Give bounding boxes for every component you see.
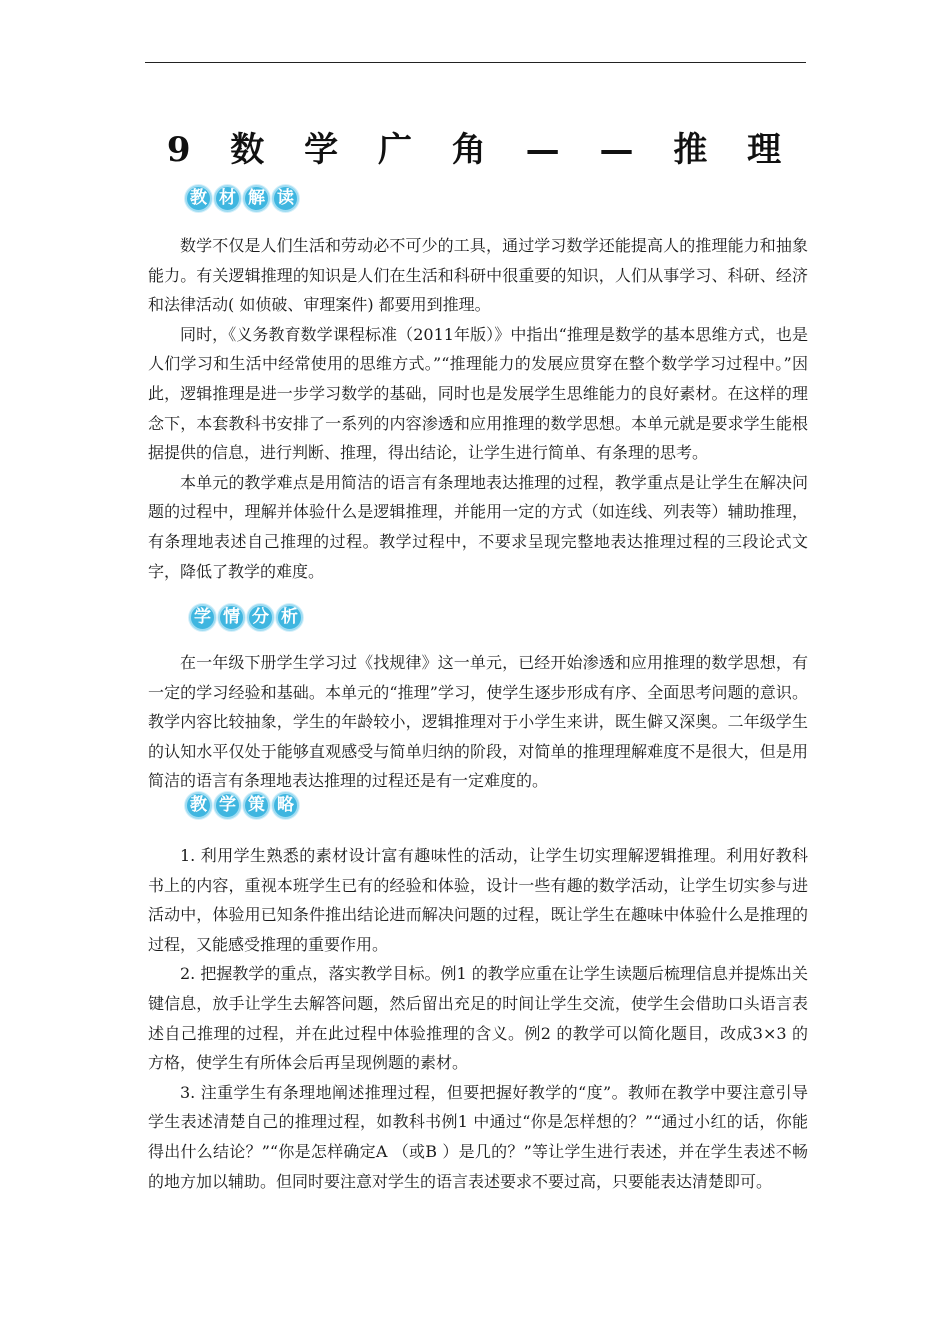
section-body-textbook-analysis: [148, 231, 808, 586]
section-heading-teaching-strategy: [185, 792, 299, 819]
heading-badge: 教: [185, 185, 212, 212]
section-heading-textbook-analysis: [185, 185, 299, 212]
paragraph: 在一年级下册学生学习过《找规律》这一单元，已经开始渗透和应用推理的数学思想，有一定的学习经验和基础。本单元的“推理”学习，使学生逐步形成有序、全面思考问题的意识。教学内容比较抽象，学生的年龄较小，逻辑推理对于小学生来讲，既生僻又深奥。二年级学生的认知水平仅处于能够直观感受与简单归纳的阶段，对简单的推理理解难度不是很大，但是用简洁的语言有条理地表达推理的过程还是有一定难度的。: [148, 653, 808, 791]
section-heading-learner-analysis: [189, 604, 303, 631]
paragraph: 3. 注重学生有条理地阐述推理过程，但要把握好教学的“度”。教师在教学中要注意引导学生表述清楚自己的推理过程，如教科书例1 中通过“你是怎样想的？”“通过小红的话，你能得出什么结论？”“你是怎样确定A （或B ）是几的？”等让学生进行表述，并在学生表述不畅的地方加以辅助。但同时要注意对学生的语言表述要求不要过高，只要能表达清楚即可。: [148, 1082, 808, 1191]
page-title: 9 数 学 广 角 — — 推 理: [166, 130, 796, 170]
paragraph: 1. 利用学生熟悉的素材设计富有趣味性的活动，让学生切实理解逻辑推理。利用好教科书上的内容，重视本班学生已有的经验和体验，设计一些有趣的数学活动，让学生切实参与进活动中，体验用已知条件推出结论进而解决问题的过程，既让学生在趣味中体验什么是推理的过程，又能感受推理的重要作用。: [148, 846, 808, 954]
heading-badge: 材: [214, 185, 241, 212]
heading-badge: 教: [185, 792, 212, 819]
paragraph: 数学不仅是人们生活和劳动必不可少的工具，通过学习数学还能提高人的推理能力和抽象能力。有关逻辑推理的知识是人们在生活和科研中很重要的知识，人们从事学习、科研、经济和法律活动( 如侦破、审理案件) 都要用到推理。: [148, 236, 808, 315]
heading-badge: 情: [218, 604, 245, 631]
heading-badge: 解: [243, 185, 270, 212]
section-body-teaching-strategy: [148, 841, 808, 1196]
heading-badge: 策: [243, 792, 270, 819]
heading-badge: 学: [189, 604, 216, 631]
paragraph: 同时，《义务教育数学课程标准（2011年版）》中指出“推理是数学的基本思维方式，也是人们学习和生活中经常使用的思维方式。”“推理能力的发展应贯穿在整个数学学习过程中。”因此，逻辑推理是进一步学习数学的基础，同时也是发展学生思维能力的良好素材。在这样的理念下，本套教科书安排了一系列的内容渗透和应用推理的数学思想。本单元就是要求学生能根据提供的信息，进行判断、推理，得出结论，让学生进行简单、有条理的思考。: [148, 324, 808, 463]
heading-badge: 略: [272, 792, 299, 819]
header-rule: [145, 62, 806, 63]
heading-badge: 分: [247, 604, 274, 631]
section-body-learner-analysis: [148, 648, 808, 796]
paragraph: 2. 把握教学的重点，落实教学目标。例1 的教学应重在让学生读题后梳理信息并提炼出关键信息，放手让学生去解答问题，然后留出充足的时间让学生交流，使学生会借助口头语言表述自己推理的过程，并在此过程中体验推理的含义。例2 的教学可以简化题目，改成3×3 的方格，使学生有所体会后再呈现例题的素材。: [148, 964, 808, 1073]
heading-badge: 学: [214, 792, 241, 819]
heading-badge: 析: [276, 604, 303, 631]
heading-badge: 读: [272, 185, 299, 212]
paragraph: 本单元的教学难点是用简洁的语言有条理地表达推理的过程，教学重点是让学生在解决问题的过程中，理解并体验什么是逻辑推理，并能用一定的方式（如连线、列表等）辅助推理，有条理地表述自己推理的过程。教学过程中，不要求呈现完整地表达推理过程的三段论式文字，降低了教学的难度。: [148, 472, 808, 581]
